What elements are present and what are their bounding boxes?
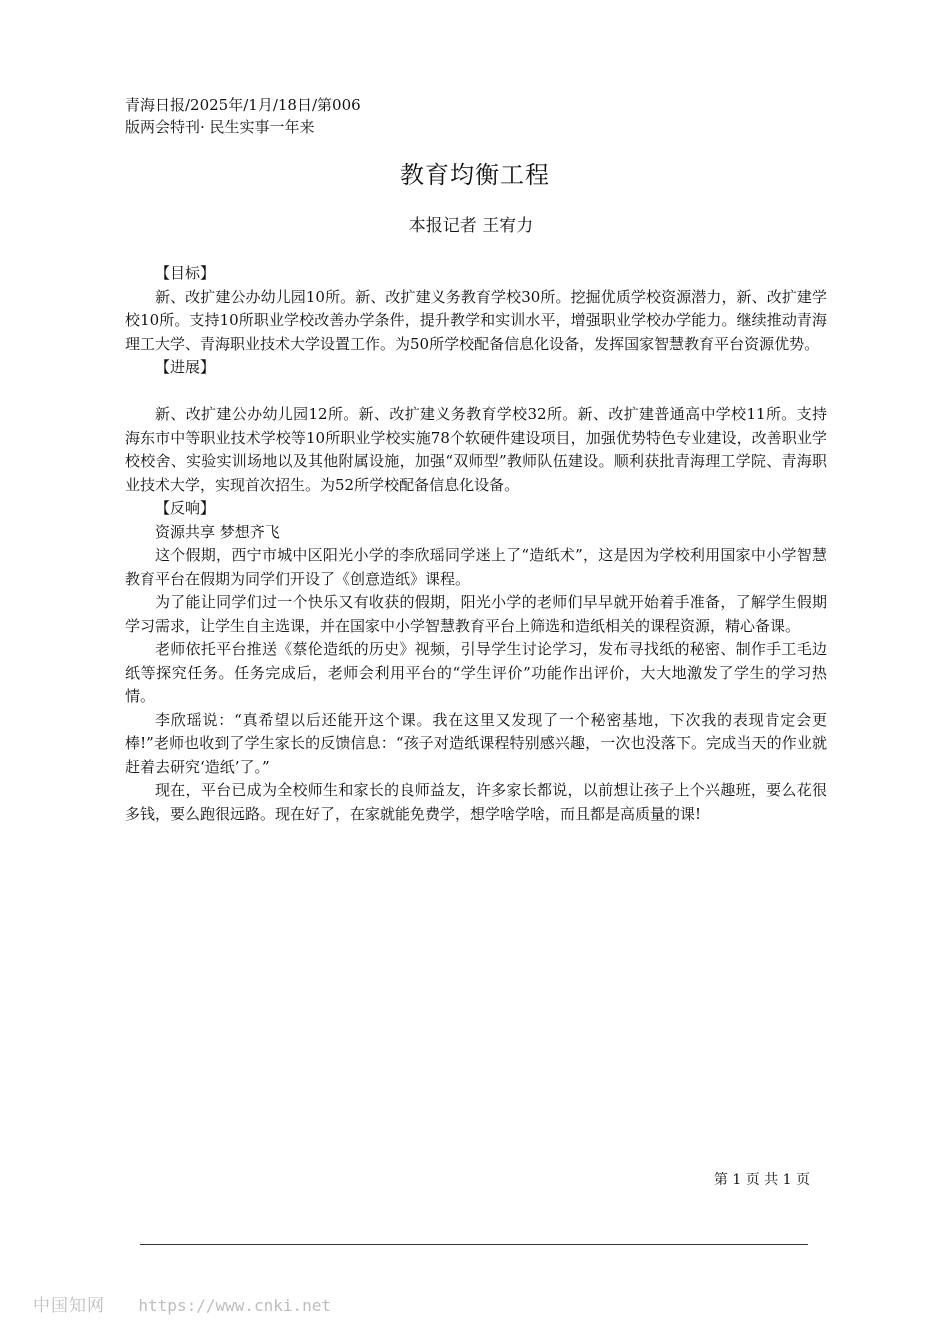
watermark-brand: 中国知网 [33,1296,105,1316]
source-line-1: 青海日报/2025年/1月/18日/第006 [125,96,361,114]
response-heading: 【反响】 [155,499,216,517]
cnki-watermark [33,1294,331,1318]
blank-line [125,380,827,404]
response-paragraph: 这个假期，西宁市城中区阳光小学的李欣瑶同学迷上了“造纸术”，这是因为学校利用国家中小学智慧教育平台在假期为同学们开设了《创意造纸》课程。 [125,546,827,588]
footer-divider [140,1244,808,1245]
source-info [125,94,485,138]
progress-paragraph: 新、改扩建公办幼儿园12所。新、改扩建义务教育学校32所。新、改扩建普通高中学校11所。支持海东市中等职业技术学校等10所职业学校实施78个软硬件建设项目，加强优势特色专业建设，改善职业学校校舍、实验实训场地以及其他附属设施，加强“双师型”教师队伍建设。顺利获批青海理工学院、青海职业技术大学，实现首次招生。为52所学校配备信息化设备。 [125,405,827,494]
article-author: 本报记者 王宥力 [408,216,534,236]
goal-heading: 【目标】 [155,264,216,282]
watermark-url: https://www.cnki.net [138,1296,332,1315]
response-subtitle: 资源共享 梦想齐飞 [155,522,280,541]
article-title: 教育均衡工程 [400,161,550,189]
page-number: 第 1 页 共 1 页 [713,1172,810,1188]
goal-paragraph: 新、改扩建公办幼儿园10所。新、改扩建义务教育学校30所。挖掘优质学校资源潜力，新、改扩建学校10所。支持10所职业学校改善办学条件，提升教学和实训水平，增强职业学校办学能力。继续推动青海理工大学、青海职业技术大学设置工作。为50所学校配备信息化设备，发挥国家智慧教育平台资源优势。 [125,287,827,353]
response-paragraph: 李欣瑶说：“真希望以后还能开这个课。我在这里又发现了一个秘密基地，下次我的表现肯定会更棒!”老师也收到了学生家长的反馈信息：“孩子对造纸课程特别感兴趣，一次也没落下。完成当天的作业就赶着去研究‘造纸’了。” [125,710,827,776]
response-paragraph: 老师依托平台推送《蔡伦造纸的历史》视频，引导学生讨论学习，发布寻找纸的秘密、制作手工毛边纸等探究任务。任务完成后，老师会利用平台的“学生评价”功能作出评价，大大地激发了学生的学习热情。 [125,640,827,705]
source-line-2: 版两会特刊· 民生实事一年来 [125,118,315,136]
response-paragraph: 为了能让同学们过一个快乐又有收获的假期，阳光小学的老师们早早就开始着手准备，了解学生假期学习需求，让学生自主选课，并在国家中小学智慧教育平台上筛选和造纸相关的课程资源，精心备课。 [125,593,827,635]
response-paragraph: 现在，平台已成为全校师生和家长的良师益友，许多家长都说，以前想让孩子上个兴趣班，要么花很多钱，要么跑很远路。现在好了，在家就能免费学，想学啥学啥，而且都是高质量的课! [125,781,827,823]
progress-heading: 【进展】 [155,358,216,376]
article-body [125,262,827,826]
